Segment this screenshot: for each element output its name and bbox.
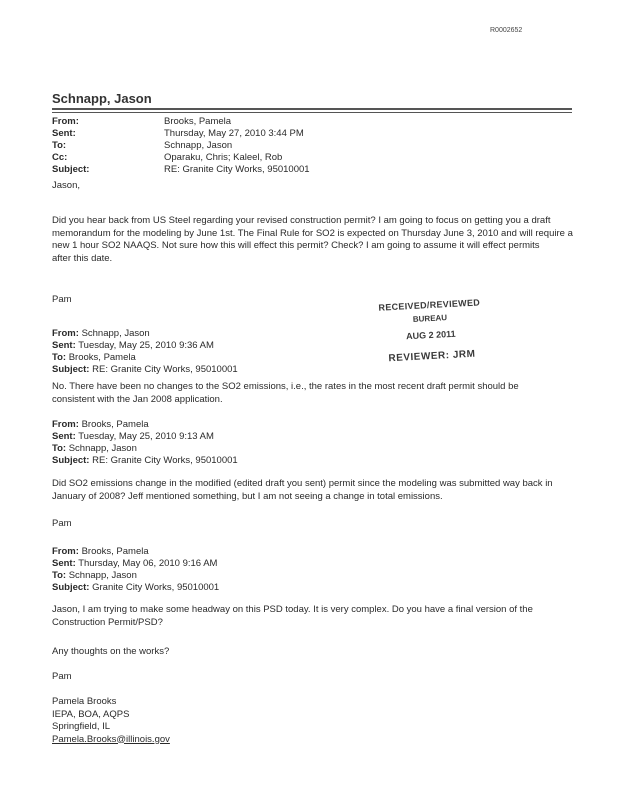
forward-body-line: Did SO2 emissions change in the modified (edited draft you sent) permit since the modeling was submitted way back in <box>52 478 553 489</box>
message-body-line: memorandum for the modeling by June 1st. The Final Rule for SO2 is expected on Thursday June 3, 2010 and will require a <box>52 227 573 239</box>
fwd-from-label: From: <box>52 546 79 557</box>
email-header <box>52 116 310 176</box>
message-signoff: Pam <box>52 294 72 305</box>
sent-label: Sent: <box>52 128 76 139</box>
sent-value: Thursday, May 27, 2010 3:44 PM <box>164 128 304 139</box>
stamp-date: AUG 2 2011 <box>405 328 456 342</box>
message-body <box>52 215 573 265</box>
fwd-sent-value: Thursday, May 06, 2010 9:16 AM <box>78 558 218 569</box>
fwd-from-value: Schnapp, Jason <box>81 328 150 339</box>
forward-body-line: Jason, I am trying to make some headway on this PSD today. It is very complex. Do you have a final version of the <box>52 604 533 615</box>
signature-email-link[interactable]: Pamela.Brooks@illinois.gov <box>52 733 170 745</box>
fwd-sent-value: Tuesday, May 25, 2010 9:13 AM <box>78 431 214 442</box>
forward-body-line: No. There have been no changes to the SO2 emissions, i.e., the rates in the most recent draft permit should be <box>52 381 519 392</box>
fwd-subject-value: Granite City Works, 95010001 <box>92 582 220 593</box>
cc-label: Cc: <box>52 152 68 163</box>
forward-body-line: January of 2008? Jeff mentioned something, but I am not seeing a change in total emissions. <box>52 490 443 502</box>
fwd-sent-label: Sent: <box>52 340 76 351</box>
from-value: Brooks, Pamela <box>164 116 232 127</box>
fwd-to-label: To: <box>52 443 67 454</box>
stamp-reviewer: REVIEWER: JRM <box>388 348 476 365</box>
forward-body-2 <box>52 478 564 503</box>
fwd-to-value: Schnapp, Jason <box>68 443 137 454</box>
from-label: From: <box>52 116 79 127</box>
fwd-subject-value: RE: Granite City Works, 95010001 <box>92 364 238 375</box>
to-value: Schnapp, Jason <box>164 140 233 151</box>
fwd-to-label: To: <box>52 352 67 363</box>
forward-signoff-2: Pam <box>52 518 72 529</box>
fwd-to-label: To: <box>52 570 67 581</box>
subject-label: Subject: <box>52 164 90 175</box>
forward-header-1 <box>52 328 564 376</box>
forward-header-3 <box>52 546 564 594</box>
stamp-line: BUREAU <box>412 312 448 324</box>
forward-body-line: consistent with the Jan 2008 application. <box>52 393 223 405</box>
fwd-from-value: Brooks, Pamela <box>81 546 149 557</box>
header-cc-row <box>52 152 310 164</box>
subject-value: RE: Granite City Works, 95010001 <box>164 164 310 175</box>
header-subject-row <box>52 164 310 176</box>
signature-name: Pamela Brooks <box>52 696 117 707</box>
fwd-sent-label: Sent: <box>52 558 76 569</box>
forward-body-1 <box>52 381 564 406</box>
signature-block <box>52 696 564 746</box>
fwd-subject-label: Subject: <box>52 582 90 593</box>
signature-city: Springfield, IL <box>52 721 111 732</box>
header-to-row <box>52 140 310 152</box>
fwd-sent-value: Tuesday, May 25, 2010 9:36 AM <box>78 340 214 351</box>
fwd-sent-label: Sent: <box>52 431 76 442</box>
fwd-from-value: Brooks, Pamela <box>81 419 149 430</box>
signature-org: IEPA, BOA, AQPS <box>52 708 130 720</box>
fwd-to-value: Schnapp, Jason <box>68 570 137 581</box>
forward-body-line: Construction Permit/PSD? <box>52 616 163 628</box>
fwd-to-value: Brooks, Pamela <box>68 352 136 363</box>
fwd-from-label: From: <box>52 419 79 430</box>
message-body-line: new 1 hour SO2 NAAQS. Not sure how this will effect this permit? Check? I am going to assume it will effect permits <box>52 240 540 251</box>
to-label: To: <box>52 140 67 151</box>
header-from-row <box>52 116 310 128</box>
message-body-line: Did you hear back from US Steel regarding your revised construction permit? I am going to focus on getting you a draft <box>52 215 551 226</box>
message-body-line: after this date. <box>52 252 113 264</box>
stamp-line: RECEIVED/REVIEWED <box>378 297 481 313</box>
header-rule-thin <box>52 112 572 113</box>
fwd-subject-label: Subject: <box>52 455 90 466</box>
forward-question: Any thoughts on the works? <box>52 646 170 657</box>
message-greeting: Jason, <box>52 180 80 191</box>
header-sent-row <box>52 128 310 140</box>
forward-body-3 <box>52 604 564 629</box>
forward-header-2 <box>52 419 564 467</box>
sender-name: Schnapp, Jason <box>52 91 152 106</box>
fwd-from-label: From: <box>52 328 79 339</box>
bates-number: R0002652 <box>490 27 523 34</box>
forward-signoff-3: Pam <box>52 671 72 682</box>
fwd-subject-label: Subject: <box>52 364 90 375</box>
header-rule-thick <box>52 108 572 110</box>
cc-value: Oparaku, Chris; Kaleel, Rob <box>164 152 283 163</box>
fwd-subject-value: RE: Granite City Works, 95010001 <box>92 455 238 466</box>
